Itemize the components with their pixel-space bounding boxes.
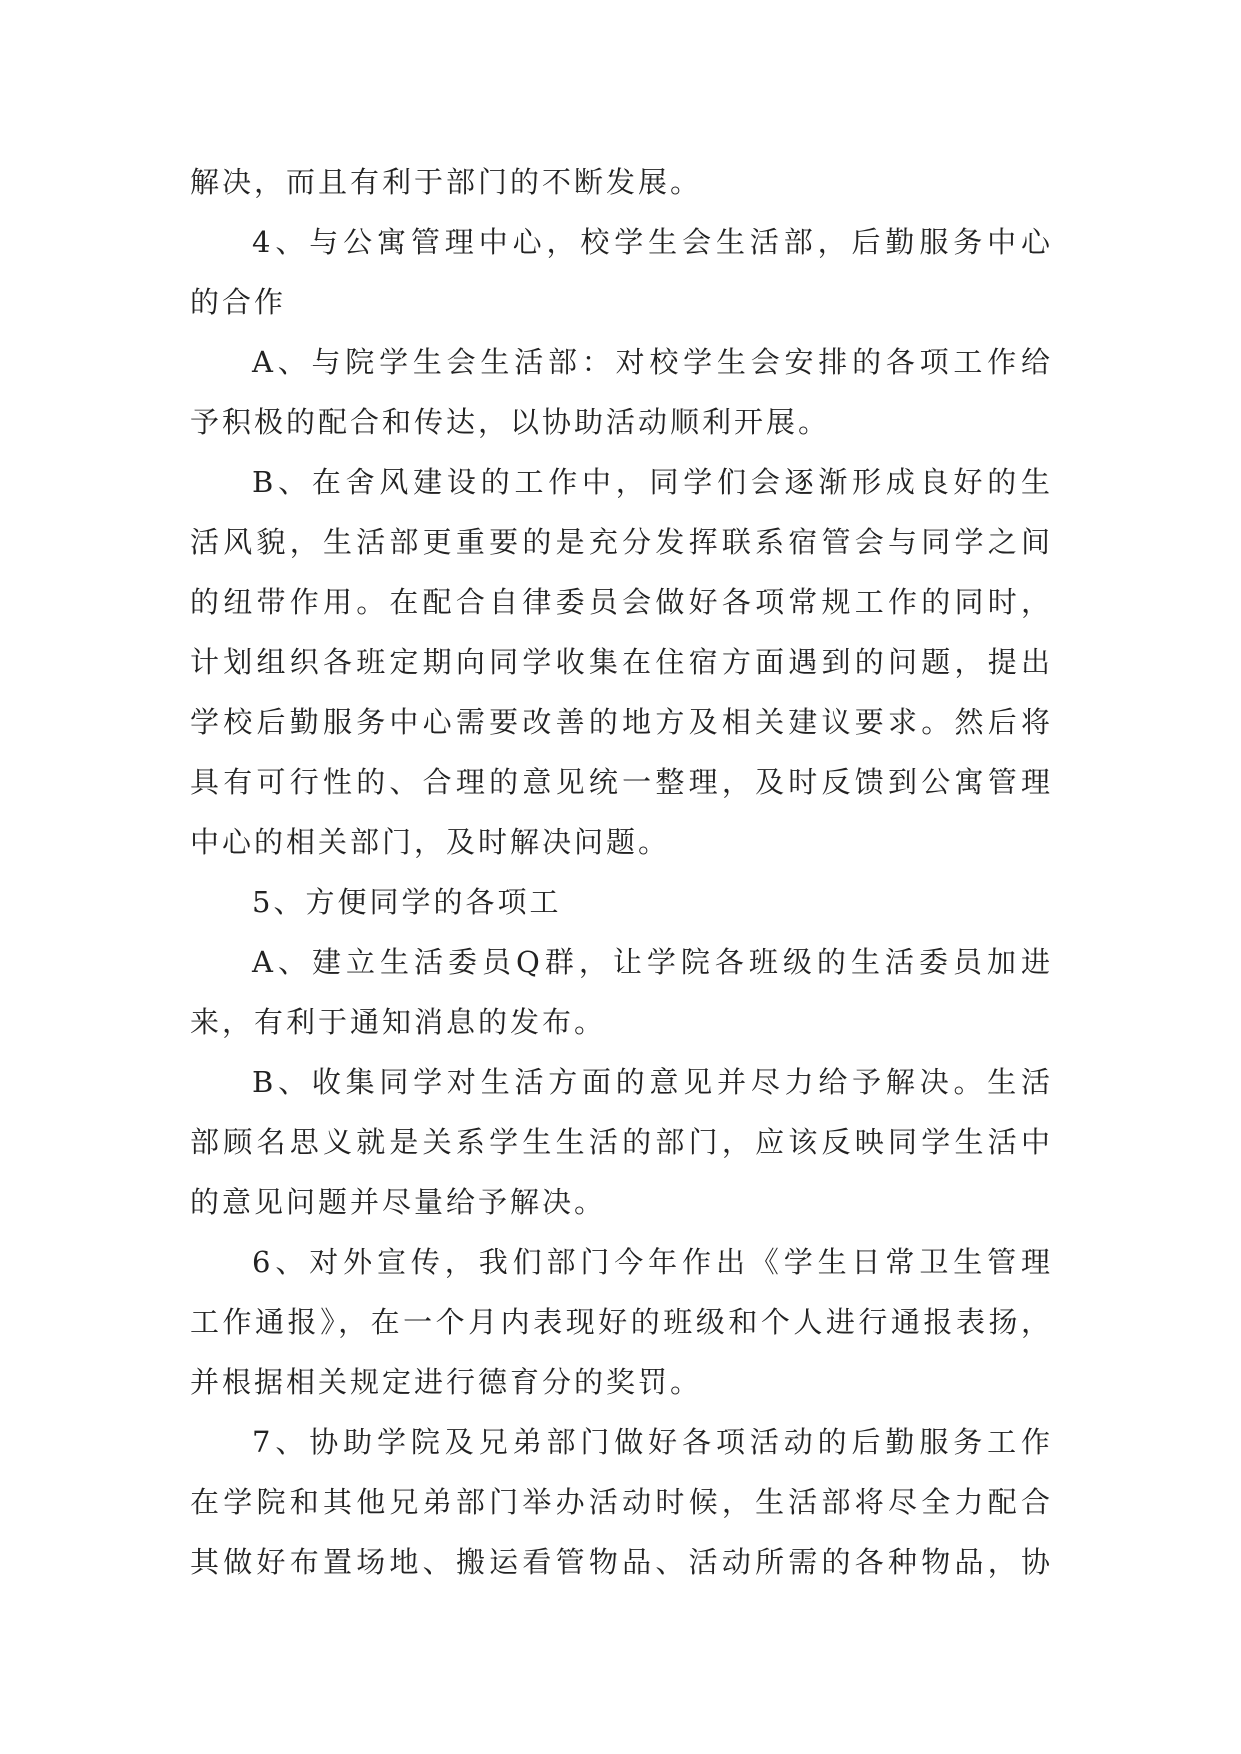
text-line: B、在舍风建设的工作中，同学们会逐渐形成良好的生 <box>252 465 1050 499</box>
text-line: 学校后勤服务中心需要改善的地方及相关建议要求。然后将 <box>190 705 1050 739</box>
text-line: 在学院和其他兄弟部门举办活动时候，生活部将尽全力配合 <box>190 1485 1050 1519</box>
text-line: 的合作 <box>190 285 287 319</box>
text-line: 解决，而且有利于部门的不断发展。 <box>190 165 703 199</box>
text-line: 予积极的配合和传达，以协助活动顺利开展。 <box>190 405 831 439</box>
text-line: 并根据相关规定进行德育分的奖罚。 <box>190 1365 703 1399</box>
text-line: 4、与公寓管理中心，校学生会生活部，后勤服务中心 <box>252 225 1050 259</box>
text-line: 的意见问题并尽量给予解决。 <box>190 1185 607 1219</box>
text-line: 具有可行性的、合理的意见统一整理，及时反馈到公寓管理 <box>190 765 1050 799</box>
text-line: 的纽带作用。在配合自律委员会做好各项常规工作的同时， <box>190 585 1050 619</box>
text-line: 来，有利于通知消息的发布。 <box>190 1005 607 1039</box>
text-line: 中心的相关部门，及时解决问题。 <box>190 825 671 859</box>
text-line: 活风貌，生活部更重要的是充分发挥联系宿管会与同学之间 <box>190 525 1050 559</box>
text-line: A、建立生活委员Q群，让学院各班级的生活委员加进 <box>252 945 1050 979</box>
text-line: A、与院学生会生活部：对校学生会安排的各项工作给 <box>252 345 1050 379</box>
text-line: 7、协助学院及兄弟部门做好各项活动的后勤服务工作 <box>252 1425 1050 1459</box>
text-line: B、收集同学对生活方面的意见并尽力给予解决。生活 <box>252 1065 1050 1099</box>
text-line: 6、对外宣传，我们部门今年作出《学生日常卫生管理 <box>252 1245 1050 1279</box>
document-body <box>190 152 1050 1592</box>
text-line: 其做好布置场地、搬运看管物品、活动所需的各种物品，协 <box>190 1545 1050 1579</box>
text-line: 计划组织各班定期向同学收集在住宿方面遇到的问题，提出 <box>190 645 1050 679</box>
text-line: 5、方便同学的各项工 <box>252 885 562 919</box>
text-line: 工作通报》，在一个月内表现好的班级和个人进行通报表扬， <box>190 1305 1050 1339</box>
text-line: 部顾名思义就是关系学生生活的部门，应该反映同学生活中 <box>190 1125 1050 1159</box>
